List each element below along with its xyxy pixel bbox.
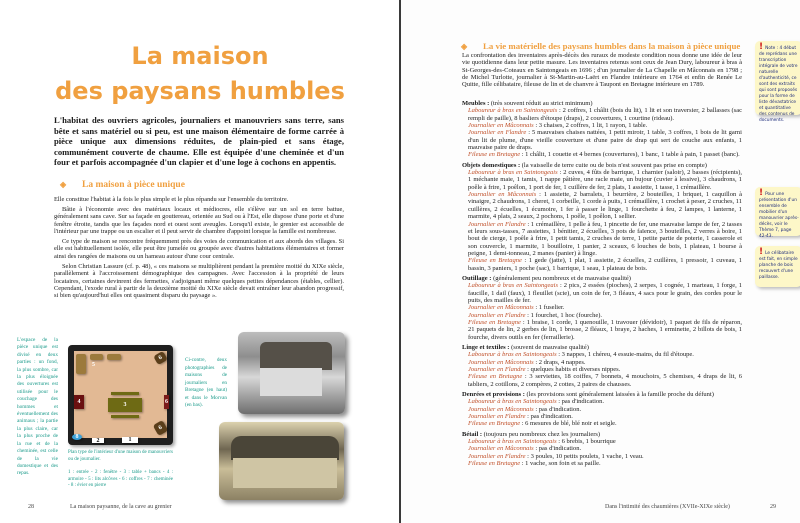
entry-person: Journalier en Flandre: [468, 220, 526, 228]
entry-items: : pas d'indication.: [525, 413, 573, 421]
entry-person: Journalier en Mâconnais: [468, 405, 534, 413]
category-name: Linge et textiles :: [462, 344, 510, 351]
entry-person: Fileuse en Bretagne: [468, 420, 521, 428]
paragraph: Ce type de maison se rencontre fréquemment près des voies de communication et aux abords des villages. Si elle est habituellement isolée, elle peut être jumelée ou groupée avec d'autres habitations élémentaires et former ainsi des rangées de maisons ou un hameau autour d'une cour centrale.: [54, 238, 344, 260]
inventory-entry: [462, 312, 742, 319]
entry-person: Laboureur à bras en Saintongeais: [468, 398, 557, 406]
eye-bullet-icon: ◈: [461, 42, 468, 51]
margin-note-text: Note : 4 début de reprédans une transcription intégrale de votre naturelle d'authenticité, ce sont des extraits qui sont proposés pour la forme de liste dévastatrice et quantitative des contenus de documents.: [759, 46, 798, 123]
exclamation-icon: !: [759, 42, 764, 52]
inventory-entry: [462, 413, 742, 420]
inventory-entry: [462, 453, 742, 460]
inventory-entry: [462, 373, 742, 388]
category-header: [462, 275, 742, 282]
plan-label-5: 5: [92, 362, 95, 368]
paragraph: Bâtie à l'économie avec des matériaux locaux et médiocres, elle s'élève sur un sol en terre battue, généralement sans cave. Sur sa façade en gouttereau, orientée au Sud ou à l'Est, elle dispose d'une porte et d'une fenêtre étroite, tandis que les façades nord et ouest sont aveugles. Lorsqu'il existe, le grenier est accessible de l'intérieur par une trappe ou un escalier et il peut servir de chambre d'appoint lorsque la famille est nombreuse.: [54, 205, 344, 236]
inventory-entry: [462, 282, 742, 304]
inventory-entry: [462, 406, 742, 413]
plan-bed-alcove: [90, 354, 103, 360]
entry-person: Laboureur à bras en Saintongeais: [468, 282, 558, 290]
category-header: [462, 431, 742, 438]
page-title-line-1: La maison: [131, 42, 269, 70]
margin-note-text: Pour une présentation d'un ensemble de mobilier d'un manouvrier après-décès, voir le Thème 7, page 42-43.: [759, 192, 799, 239]
exclamation-icon: !: [759, 188, 764, 198]
entry-items: : 2 pics, 2 essées (pioches), 2 serpes, 1 cognée, 1 marteau, 1 forge, 1 faucille, 1 dail (faux), 1 fleuillet (scie), un coin de fer, 3 fléaux, 4 sacs pour le grain, des cordes pour le puits, des mailles de fer.: [468, 282, 742, 304]
category-header: [462, 100, 742, 107]
section-heading: [60, 180, 185, 190]
paragraph: Elle constitue l'habitat à la fois le plus simple et le plus répandu sur l'ensemble du territoire.: [54, 196, 289, 203]
photo-wall: [260, 368, 322, 396]
inventory-entry: [462, 351, 742, 358]
section-body: [54, 196, 344, 302]
entry-person: Journalier en Mâconnais: [468, 358, 534, 366]
plan-stone-sink: 8: [72, 434, 82, 440]
inventory-category: [462, 391, 742, 428]
entry-person: Journalier en Flandre: [468, 413, 526, 421]
margin-note: [755, 41, 800, 123]
entry-items: : 1 braise, 1 corde, 1 quenouille, 1 travouer (dévidoir), 1 paquet de fils de réparon, 21 paquets de lin, 2 gerbes de lin, 1 brosse, 2 fléaux, 1 braye, 2 haches, 1 erminette, 2 billots de bois, 1 fourche, divers outils en fer (ferraillerie).: [468, 318, 742, 341]
page-number-right: 29: [770, 504, 776, 510]
entry-items: : 2 coffres, 1 châlit (bois du lit), 1 lit et son traversier, 2 ballasses (sac rempli de paille), 8 basliers d'étoupe (draps), 2 couvertures, 1 courtine (rideau).: [468, 107, 742, 122]
plan-fireplace: 6: [164, 395, 169, 409]
margin-note: [755, 187, 800, 239]
inventory-category: [462, 344, 742, 388]
photo-morvan-house: [219, 422, 344, 500]
inventory-entry: [462, 129, 742, 151]
category-note: (souvent de mauvaise qualité): [511, 344, 589, 351]
entry-person: Laboureur à bras en Saintongeais: [468, 169, 558, 177]
category-note: (les provisions sont généralement laissées à la famille proche du défunt): [526, 391, 714, 399]
entry-person: Journalier en Mâconnais: [468, 191, 537, 199]
running-title-right: Dans l'intimité des chaumières (XVIIe-XIXe siècle): [605, 504, 730, 510]
category-header: [462, 162, 742, 169]
eye-bullet-icon: ◈: [60, 180, 67, 189]
plan-table: 3: [108, 398, 142, 412]
entry-items: : 1 gede (jatte), 1 plat, 1 assiette, 2 écuelles, 2 cuillères, 1 pressoir, 1 cuveau, 1 bassin, 3 paniers, 1 poche (sac), 1 barrique, 1 seau, 1 plateau de bois.: [468, 257, 742, 272]
section-heading-text: La vie matérielle des paysans humbles dans la maison à pièce unique: [483, 41, 741, 51]
plan-caption: Plan type de l'intérieur d'une maison de manouvriers ou de journalier.: [68, 450, 173, 462]
entry-items: : 3 serviettes, 18 coiffes, 7 bonnets, 4 mouchoirs, 5 chemises, 4 draps de lit, 6 tabliers, 2 cotillons, 2 compères, 2 cottes, 2 paires de chausses.: [468, 373, 742, 388]
photo-wall: [233, 458, 337, 488]
category-header: [462, 391, 742, 398]
category-name: Outillage :: [462, 274, 492, 282]
entry-person: Journalier en Flandre: [468, 129, 527, 137]
intro-paragraph: L'habitat des ouvriers agricoles, journaliers et manouvriers sans terre, sans bête et sans matériel ou si peu, est une maison élémentaire de forme carrée à pièce unique aux dimensions réduites, de plain-pied et sans étage, communément couverte de chaume. Elle est équipée d'une cheminée et d'un four et parfois accompagnée d'un clapier et d'une loge à cochons en appentis.: [54, 115, 344, 168]
photo-brittany-house: [238, 332, 345, 414]
plan-chest: 6: [153, 420, 169, 436]
plan-bed-alcove: [107, 354, 121, 360]
photo-roof: [260, 342, 332, 370]
entry-items: : 3 poules, 10 petits poulets, 1 vache, 1 veau.: [525, 452, 644, 460]
entry-person: Journalier en Flandre: [468, 366, 526, 374]
entry-person: Laboureur à bras en Saintongeais: [468, 351, 557, 359]
inventory-entry: [462, 366, 742, 373]
inventory-entry: [462, 398, 742, 405]
entry-items: : quelques habits et diverses nippes.: [525, 366, 621, 374]
inventory-entry: [462, 122, 742, 129]
plan-entrance: 1: [122, 437, 138, 443]
inventory-entry: [462, 420, 742, 427]
inventory-entry: [462, 257, 742, 272]
plan-bed-alcove: [76, 354, 86, 374]
inventory-category: [462, 100, 742, 159]
inventory-category: [462, 275, 742, 341]
entry-items: : 5 mauvaises chaises nattées, 1 petit miroir, 1 table, 3 coffres, 1 bois de lit garni d'un lit de plume, d'une vieille couverture et d'une paire de drap qui sert de couche aux enfants, 1 mauvaise paire de draps.: [468, 129, 742, 152]
entry-items: : pas d'indication.: [533, 405, 582, 413]
entry-items: : 1 vache, son foin et sa paille.: [520, 460, 601, 468]
running-title-left: La maison paysanne, de la cave au grenier: [70, 504, 172, 510]
page-title-line-2: des paysans humbles: [55, 77, 345, 105]
paragraph: Selon Christian Lassure (cf. p. 48), « ces maisons se multiplièrent pendant la première moitié du XIXe siècle, parallèlement à l'accroissement démographique des campagnes. Avec l'accession à la propriété de leurs locataires, certaines devinrent des fermettes, s'adjoignant même quelques petites dépendances (étables, cellier). Cependant, l'exode rural à partir de la deuxième moitié du XIXe siècle devait entraîner leur abandon progressif, si bien qu'aujourd'hui elles ont quasiment disparu du paysage ».: [54, 262, 344, 300]
entry-person: Journalier en Flandre: [468, 452, 526, 460]
inventory-entry: [462, 460, 742, 467]
entry-person: Fileuse en Bretagne: [468, 151, 521, 159]
exclamation-icon: !: [759, 247, 764, 257]
entry-items: : 6 brebis, 1 bourrique: [556, 438, 616, 446]
entry-person: Laboureur à bras en Saintongeais: [468, 438, 557, 446]
inventory-entry: [462, 438, 742, 445]
category-name: Denrées et provisions :: [462, 391, 525, 399]
entry-person: Journalier en Mâconnais: [468, 304, 534, 312]
photo-roof: [231, 436, 339, 460]
inventory-entry: [462, 169, 742, 191]
entry-items: : 1 crémaillère, 1 pelle à feu, 1 pincette de fer, une mauvaise lampe de fer, 2 tasses et leurs sous-tasses, 7 assiettes, 1 bénitier, 2 écuelles, 3 pots de faïence, 3 bouteilles, 2 verres à boire, 1 bout de cierge, 1 poêle à frire, 1 petit tamis, 2 cruches de terre, 1 petite partie de poterie, 1 casserole et son couvercle, 1 marmite, 1 bouilloire, 1 panier, 2 sceaux, 6 louches de bois, 1 plateau, 1 bourse à peigne, 1 demi-tonneau, 2 manes (panier) à linge.: [468, 220, 742, 257]
plan-wardrobe: 4: [74, 395, 84, 409]
category-note: (très souvent réduit au strict minimum): [490, 100, 593, 107]
margin-note-text: Le célibataire est fait, en simple planche de bois recouvert d'une paillasse.: [759, 251, 798, 280]
entry-items: : 2 draps, 4 nappes.: [533, 358, 586, 366]
margin-note: [755, 246, 800, 287]
section-heading-text: La maison à pièce unique: [82, 180, 185, 190]
entry-person: Journalier en Flandre: [468, 311, 526, 319]
category-name: Bétail :: [462, 430, 483, 438]
category-note: (toujours peu nombreux chez les journaliers): [483, 430, 601, 438]
inventory-entry: [462, 107, 742, 122]
inventory-categories: [462, 100, 742, 471]
entry-items: : 3 chaises, 2 coffres, 1 lit, 1 rayon, 1 table.: [533, 122, 648, 130]
category-name: Meubles :: [462, 100, 490, 107]
section-heading: [461, 41, 740, 51]
inventory-category: [462, 431, 742, 468]
entry-items: : pas d'indication.: [556, 398, 604, 406]
inventory-entry: [462, 445, 742, 452]
floor-plan: [68, 345, 173, 445]
entry-items: : 1 assiette, 2 barralets, 1 beurrière, 2 bouteilles, 1 briquet, 1 caquillon à vinaigre, 2 chaudrons, 1 cheret, 1 corbeille, 1 corde à puits, 1 crémaillère, 1 crochet à peser, 2 cruches, 11 cuillères, 2 écuelles, 1 écumoire, 1 fer à passer le linge, 1 fourchette à feu, 2 lampes, 1 lanterne, 1 marmite, 4 plats, 2 seaux, 2 pochons, 1 poêle, 1 poêlon, 1 sellier.: [468, 191, 743, 221]
entry-items: : pas d'indication.: [533, 445, 582, 453]
category-note: (la vaisselle de terre cuite ou de bois n'est souvent pas prise en compte): [521, 161, 707, 169]
entry-items: : 1 fuselier.: [533, 304, 565, 312]
inventory-entry: [462, 359, 742, 366]
entry-items: : 1 fourchet, 1 hoc (fourche).: [525, 311, 603, 319]
inventory-intro: La confrontation des inventaires après-décès des ruraux de modeste condition nous donne une idée de leur vie quotidienne dans leur petite masure. Les inventaires retenus sont ceux de Jean Dury, laboureur à bras à St-Georges-des-Coteaux en Saintongeais en 1696 ; d'un journalier de La Chapelle en Mâconnais en 1798 ; de Michel Turlotte, journalier à St-Martin-au-Laërt en Flandre intérieure en 1764 et enfin de Renée Le Quitte, fille célibataire, fileuse de lin et de chanvre à Taupont en Bretagne intérieure en 1789.: [462, 52, 742, 89]
entry-person: Fileuse en Bretagne: [468, 318, 521, 326]
entry-items: : 1 châlit, 1 couette et 4 bernes (couvertures), 1 banc, 1 table à pain, 1 passet (banc).: [520, 151, 740, 159]
entry-person: Laboureur à bras en Saintongeais: [468, 107, 558, 115]
plan-bench: [111, 392, 139, 395]
entry-person: Fileuse en Bretagne: [468, 257, 522, 265]
inventory-entry: [462, 191, 742, 220]
plan-window: 2: [92, 438, 104, 443]
entry-items: : 2 cuves, 4 fûts de barrique, 1 charnier (saloir), 2 basses (récipients), 1 méchante maie, 1 tamis, 1 nappe pâtière, une racle maie, un bujour (cuvier à lessive), 3 chaudrons, 1 poêle à frire, 1 poêlon, 1 port de fer, 1 cuillère de fer, 2 plats, 1 assiette, 1 tasse, 1 crémaillère.: [468, 169, 742, 191]
plan-chest: 6: [153, 351, 168, 365]
plan-bench: [111, 415, 139, 418]
photo-caption: Ci-contre, deux photographies de maisons de journaliers en Bretagne (en haut) et dans le Morvan (en bas).: [185, 357, 227, 408]
category-header: [462, 344, 742, 351]
entry-person: Journalier en Mâconnais: [468, 445, 534, 453]
category-note: (généralement peu nombreux et de mauvaise qualité): [493, 274, 631, 282]
entry-items: : 3 nappes, 1 chéreu, 4 essuie-mains, du fil d'étoupe.: [556, 351, 694, 359]
plan-legend: 1 : entrée - 2 : fenêtre - 3 : table + bancs - 4 : armoire - 5 : lits alcôves - 6 : coffres - 7 : cheminée - 8 : évier en pierre: [68, 470, 173, 489]
side-caption: L'espace de la pièce unique est divisé en deux parties : un fond, la plus sombre, car la plus éloignée des ouvertures est utilisée pour le couchage des hommes et éventuellement des animaux ; la partie la plus claire, car la plus proche de la rue et de la cheminée, est celle de la vie domestique et des repas.: [17, 337, 58, 477]
inventory-entry: [462, 304, 742, 311]
entry-items: : 6 mesures de blé, blé noir et seigle.: [520, 420, 617, 428]
inventory-entry: [462, 151, 742, 158]
entry-person: Fileuse en Bretagne: [468, 373, 523, 381]
inventory-entry: [462, 319, 742, 341]
category-name: Objets domestiques :: [462, 161, 521, 169]
entry-person: Journalier en Mâconnais: [468, 122, 534, 130]
page-number-left: 28: [28, 504, 34, 510]
entry-person: Fileuse en Bretagne: [468, 460, 521, 468]
inventory-category: [462, 162, 742, 272]
inventory-entry: [462, 221, 742, 258]
